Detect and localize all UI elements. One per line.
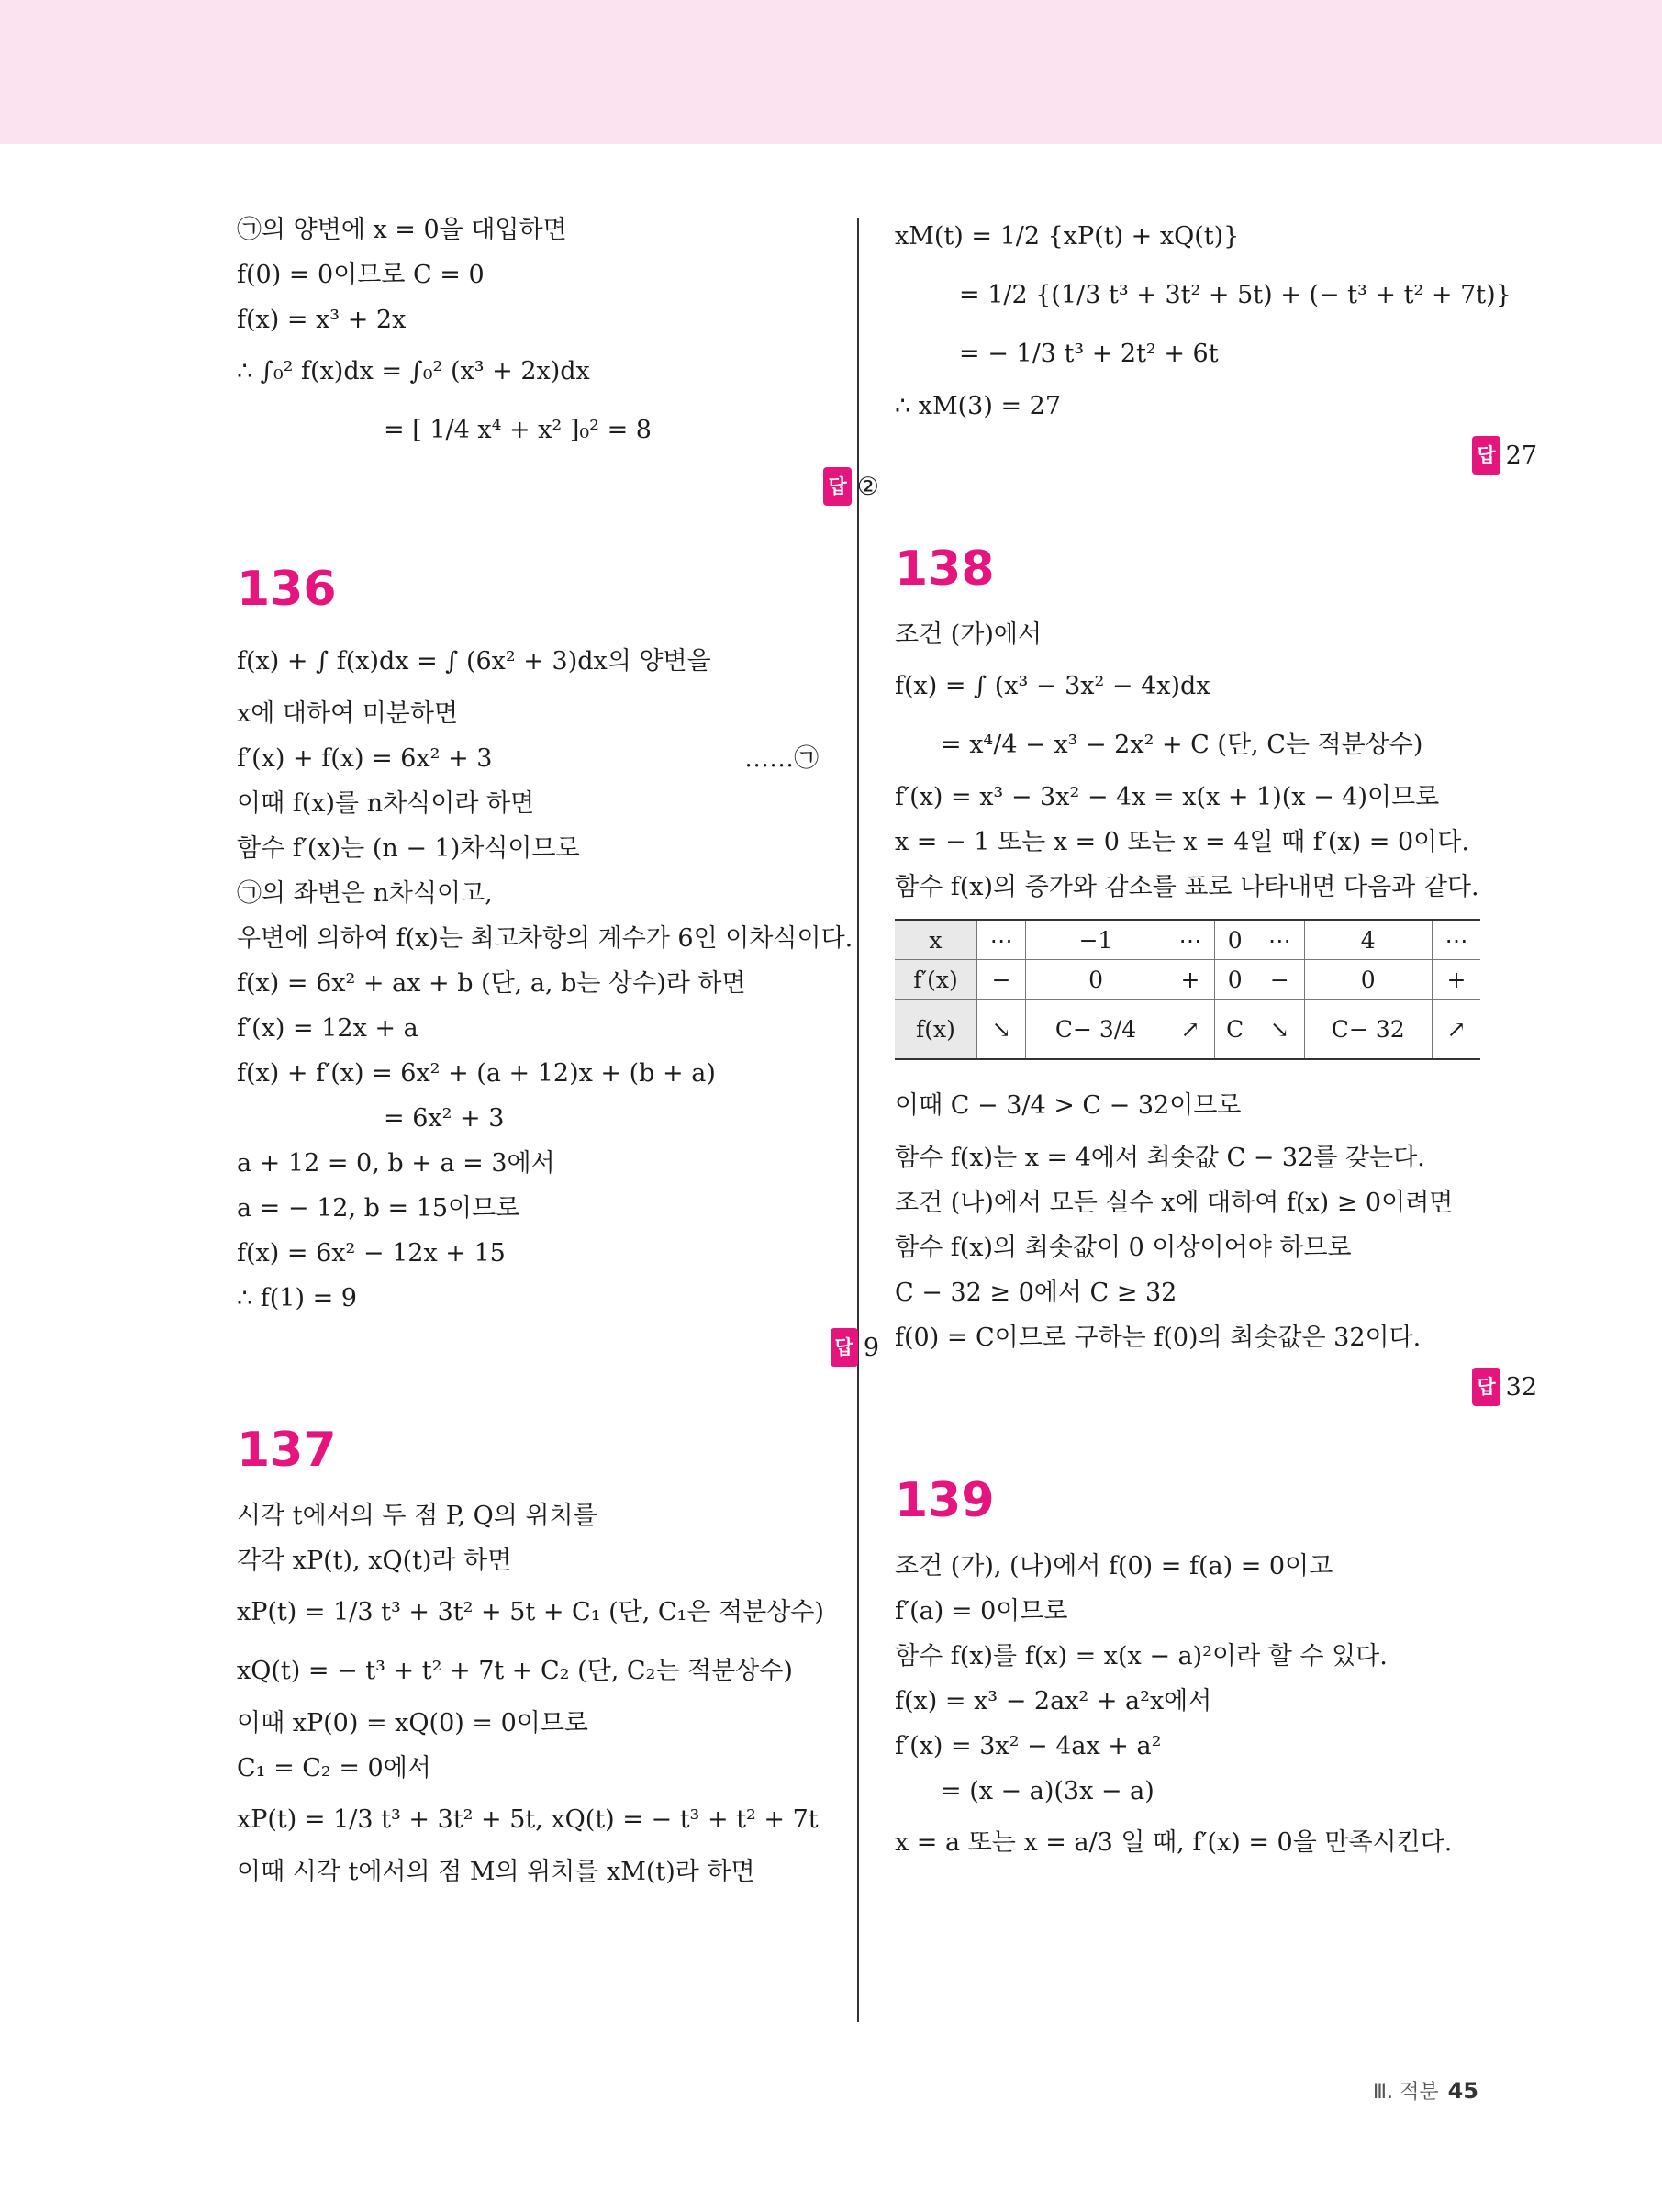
table-cell: + bbox=[1166, 960, 1214, 1000]
answer-badge: 답 bbox=[831, 1328, 858, 1367]
solution-line: C₁ = C₂ = 0에서 bbox=[237, 1754, 431, 1782]
answer-row bbox=[237, 467, 879, 506]
solution-line: 조건 (가)에서 bbox=[895, 620, 1043, 649]
table-cell: 0 bbox=[1215, 960, 1255, 1000]
solution-line: 이때 xP(0) = xQ(0) = 0이므로 bbox=[237, 1709, 588, 1737]
problem-number: 137 bbox=[237, 1423, 337, 1478]
table-cell: ⋯ bbox=[976, 920, 1025, 960]
header-band bbox=[0, 0, 1662, 144]
table-cell: ↘ bbox=[976, 1000, 1025, 1060]
answer-row bbox=[895, 436, 1537, 475]
table-cell: f′(x) bbox=[895, 960, 976, 1000]
solution-line: f(x) + ∫ f(x)dx = ∫ (6x² + 3)dx의 양변을 bbox=[237, 647, 711, 676]
table-row bbox=[895, 1000, 1480, 1060]
table-cell: ↗ bbox=[1432, 1000, 1480, 1060]
solution-line: C − 32 ≥ 0에서 C ≥ 32 bbox=[895, 1279, 1177, 1307]
solution-line: a + 12 = 0, b + a = 3에서 bbox=[237, 1149, 555, 1178]
solution-line: = 1/2 {(1/3 t³ + 3t² + 5t) + (− t³ + t² + 7t)} bbox=[959, 281, 1511, 309]
answer-badge: 답 bbox=[823, 467, 851, 506]
solution-line: 이때 f(x)를 n차식이라 하면 bbox=[237, 789, 535, 818]
solution-line: x에 대하여 미분하면 bbox=[237, 699, 459, 728]
solution-line: xQ(t) = − t³ + t² + 7t + C₂ (단, C₂는 적분상수) bbox=[237, 1657, 793, 1685]
table-cell: C− 32 bbox=[1304, 1000, 1432, 1060]
solution-line: a = − 12, b = 15이므로 bbox=[237, 1194, 520, 1223]
table-cell: ↗ bbox=[1166, 1000, 1214, 1060]
table-cell: ↘ bbox=[1255, 1000, 1304, 1060]
solution-line: f′(x) = x³ − 3x² − 4x = x(x + 1)(x − 4)이므로 bbox=[895, 783, 1440, 811]
solution-line: = (x − a)(3x − a) bbox=[941, 1777, 1154, 1805]
answer-value: 9 bbox=[863, 1334, 879, 1362]
solution-line: = 6x² + 3 bbox=[384, 1104, 505, 1133]
left-column bbox=[237, 207, 879, 1894]
solution-line: ㉠의 좌변은 n차식이고, bbox=[237, 879, 493, 908]
table-cell: C− 3/4 bbox=[1026, 1000, 1166, 1060]
solution-line: 이때 C − 3/4 > C − 32이므로 bbox=[895, 1091, 1242, 1120]
table-row bbox=[895, 920, 1480, 960]
solution-line: f(x) = 6x² − 12x + 15 bbox=[237, 1239, 506, 1268]
table-cell: 0 bbox=[1304, 960, 1432, 1000]
solution-line: 조건 (나)에서 모든 실수 x에 대하여 f(x) ≥ 0이려면 bbox=[895, 1189, 1454, 1217]
answer-value: ② bbox=[856, 473, 879, 501]
solution-line: x = a 또는 x = a/3 일 때, f′(x) = 0을 만족시킨다. bbox=[895, 1828, 1453, 1857]
solution-line: 함수 f′(x)는 (n − 1)차식이므로 bbox=[237, 834, 580, 863]
solution-line: f(0) = 0이므로 C = 0 bbox=[237, 261, 485, 289]
solution-line: 함수 f(x)의 최솟값이 0 이상이어야 하므로 bbox=[895, 1234, 1352, 1262]
answer-value: 27 bbox=[1505, 441, 1537, 470]
page-number: 45 bbox=[1447, 2078, 1478, 2104]
solution-line: 함수 f(x)는 x = 4에서 최솟값 C − 32를 갖는다. bbox=[895, 1144, 1425, 1172]
solution-line: ㉠의 양변에 x = 0을 대입하면 bbox=[237, 216, 567, 244]
table-cell: 0 bbox=[1215, 920, 1255, 960]
table-cell: − bbox=[1255, 960, 1304, 1000]
problem-number: 136 bbox=[237, 562, 337, 617]
solution-line: f(0) = C이므로 구하는 f(0)의 최솟값은 32이다. bbox=[895, 1324, 1422, 1352]
solution-line: 우변에 의하여 f(x)는 최고차항의 계수가 6인 이차식이다. bbox=[237, 924, 853, 953]
solution-line: 시각 t에서의 두 점 P, Q의 위치를 bbox=[237, 1502, 597, 1530]
solution-line: xM(t) = 1/2 {xP(t) + xQ(t)} bbox=[895, 222, 1240, 251]
solution-line: f′(x) + f(x) = 6x² + 3 ……㉠ bbox=[237, 744, 820, 773]
table-cell: − bbox=[976, 960, 1025, 1000]
solution-line: ∴ xM(3) = 27 bbox=[895, 392, 1062, 420]
right-column bbox=[895, 207, 1537, 1872]
solution-line: f(x) + f′(x) = 6x² + (a + 12)x + (b + a) bbox=[237, 1059, 716, 1088]
table-cell: C bbox=[1215, 1000, 1255, 1060]
answer-badge: 답 bbox=[1472, 1368, 1500, 1406]
solution-line: f(x) = x³ + 2x bbox=[237, 306, 407, 334]
answer-row bbox=[237, 1328, 879, 1367]
table-cell: ⋯ bbox=[1166, 920, 1214, 960]
table-cell: ⋯ bbox=[1432, 920, 1480, 960]
answer-value: 32 bbox=[1505, 1373, 1537, 1402]
solution-line: 각각 xP(t), xQ(t)라 하면 bbox=[237, 1547, 512, 1575]
solution-line: ∴ ∫₀² f(x)dx = ∫₀² (x³ + 2x)dx bbox=[237, 357, 590, 385]
solution-line: xP(t) = 1/3 t³ + 3t² + 5t + C₁ (단, C₁은 적분상수) bbox=[237, 1598, 824, 1626]
problem-number: 138 bbox=[895, 542, 995, 597]
solution-line: = − 1/3 t³ + 2t² + 6t bbox=[959, 340, 1219, 368]
problem-number: 139 bbox=[895, 1473, 995, 1528]
sign-table bbox=[895, 919, 1480, 1060]
solution-line: ∴ f(1) = 9 bbox=[237, 1284, 357, 1313]
table-row bbox=[895, 960, 1480, 1000]
table-cell: ⋯ bbox=[1255, 920, 1304, 960]
section-label: Ⅲ. 적분 bbox=[1372, 2081, 1439, 2104]
solution-line: f(x) = x³ − 2ax² + a²x에서 bbox=[895, 1687, 1212, 1715]
solution-line: f′(x) = 3x² − 4ax + a² bbox=[895, 1732, 1162, 1760]
solution-line: f(x) = ∫ (x³ − 3x² − 4x)dx bbox=[895, 672, 1210, 700]
table-cell: −1 bbox=[1026, 920, 1166, 960]
solution-line: 이때 시각 t에서의 점 M의 위치를 xM(t)라 하면 bbox=[237, 1858, 755, 1886]
solution-line: f′(x) = 12x + a bbox=[237, 1014, 418, 1043]
solution-line: f′(a) = 0이므로 bbox=[895, 1597, 1068, 1625]
page-footer bbox=[1373, 2076, 1478, 2105]
answer-row bbox=[895, 1368, 1537, 1406]
table-cell: 4 bbox=[1304, 920, 1432, 960]
table-cell: 0 bbox=[1026, 960, 1166, 1000]
table-cell: + bbox=[1432, 960, 1480, 1000]
solution-line: f(x) = 6x² + ax + b (단, a, b는 상수)라 하면 bbox=[237, 969, 746, 998]
solution-line: 조건 (가), (나)에서 f(0) = f(a) = 0이고 bbox=[895, 1552, 1333, 1581]
solution-line: 함수 f(x)의 증가와 감소를 표로 나타내면 다음과 같다. bbox=[895, 873, 1479, 901]
solution-line: = [ 1/4 x⁴ + x² ]₀² = 8 bbox=[384, 416, 652, 444]
solution-line: xP(t) = 1/3 t³ + 3t² + 5t, xQ(t) = − t³ + t² + 7t bbox=[237, 1805, 819, 1834]
table-cell: f(x) bbox=[895, 1000, 976, 1060]
table-cell: x bbox=[895, 920, 976, 960]
solution-line: 함수 f(x)를 f(x) = x(x − a)²이라 할 수 있다. bbox=[895, 1642, 1388, 1670]
solution-line: x = − 1 또는 x = 0 또는 x = 4일 때 f′(x) = 0이다. bbox=[895, 828, 1469, 856]
answer-badge: 답 bbox=[1472, 436, 1500, 475]
solution-line: = x⁴/4 − x³ − 2x² + C (단, C는 적분상수) bbox=[941, 731, 1423, 759]
